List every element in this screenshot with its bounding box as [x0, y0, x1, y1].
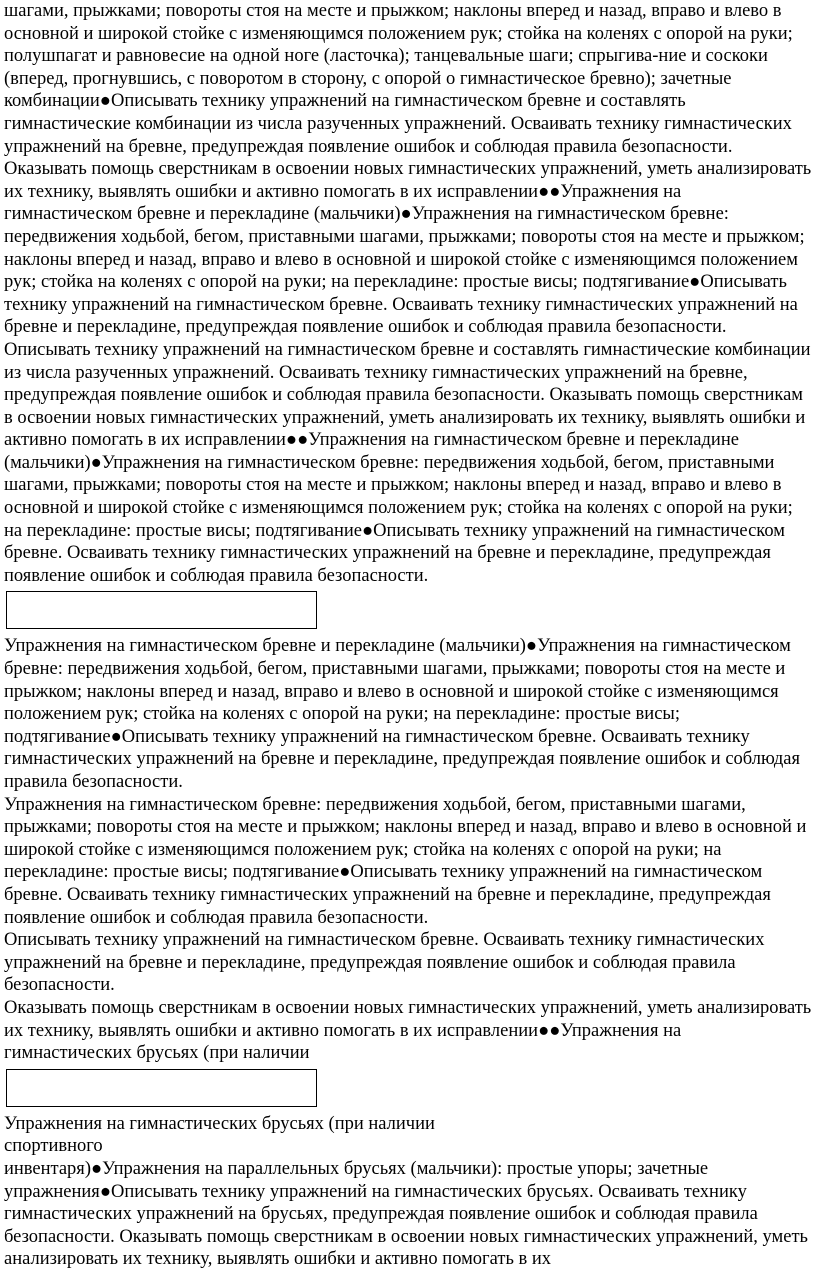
paragraph-4: Упражнения на гимнастическом бревне: передвижения ходьбой, бегом, приставными шагами, прыжками; повороты стоя на месте и прыжком; наклоны вперед и назад, вправо и влево в основной и широкой стойке с изменяющимся положением рук; стойка на коленях с опорой на руки; на перекладине: простые висы; подтягивание●Описывать технику упражнений на гимнастическом бревне. Осваивать технику гимнастических упражнений на бревне и перекладине, предупреждая появление ошибок и соблюдая правила безопасности. [4, 794, 807, 928]
paragraph-5: Описывать технику упражнений на гимнастическом бревне. Осваивать технику гимнастических упражнений на бревне и перекладине, предупреждая появление ошибок и соблюдая правила безопасности. [4, 930, 765, 996]
paragraph-6: Оказывать помощь сверстникам в освоении новых гимнастических упражнений, уметь анализировать их технику, выявлять ошибки и активно помогать в их исправлении●●Упражнения на гимнастических брусьях (при наличии [4, 997, 812, 1064]
empty-table-cell-1 [6, 591, 317, 629]
paragraph-8: спортивного [4, 1136, 103, 1157]
paragraph-2: Описывать технику упражнений на гимнастическом бревне и составлять гимнастические комбинации из числа разученных упражнений. Осваивать технику гимнастических упражнений на бревне, предупреждая появление ошибок и соблюдая правила безопасности. Оказывать помощь сверстникам в освоении новых гимнастических упражнений, уметь анализировать их технику, выявлять ошибки и активно помогать в их исправлении●●Упражнения на гимнастическом бревне и перекладине (мальчики)●Упражнения на гимнастическом бревне: передвижения ходьбой, бегом, приставными шагами, прыжками; повороты стоя на месте и прыжком; наклоны вперед и назад, вправо и влево в основной и широкой стойке с изменяющимся положением рук; стойка на коленях с опорой на руки; на перекладине: простые висы; подтягивание●Описывать технику упражнений на гимнастическом бревне. Осваивать технику гимнастических упражнений на бревне и перекладине, предупреждая появление ошибок и соблюдая правила безопасности. [4, 339, 811, 586]
paragraph-3: Упражнения на гимнастическом бревне и перекладине (мальчики)●Упражнения на гимнастическом бревне: передвижения ходьбой, бегом, приставными шагами, прыжками; повороты стоя на месте и прыжком; наклоны вперед и назад, вправо и влево в основной и широкой стойке с изменяющимся положением рук; стойка на коленях с опорой на руки; на перекладине: простые висы; подтягивание●Описывать технику упражнений на гимнастическом бревне. Осваивать технику гимнастических упражнений на бревне и перекладине, предупреждая появление ошибок и соблюдая правила безопасности. [4, 636, 800, 792]
paragraph-7: Упражнения на гимнастических брусьях (при наличии [4, 1113, 435, 1134]
paragraph-1: шагами, прыжками; повороты стоя на месте и прыжком; наклоны вперед и назад, вправо и влево в основной и широкой стойке с изменяющимся положением рук; стойка на коленях с опорой на руки; полушпагат и равновесие на одной ноге (ласточка); танцевальные шаги; спрыгива-ние и соскоки (вперед, прогнувшись, с поворотом в сторону, с опорой о гимнастическое бревно); зачетные комбинации●Описывать технику упражнений на гимнастическом бревне и составлять гимнастические комбинации из числа разученных упражнений. Осваивать технику гимнастических упражнений на бревне, предупреждая появление ошибок и соблюдая правила безопасности. Оказывать помощь сверстникам в освоении новых гимнастических упражнений, уметь анализировать их технику, выявлять ошибки и активно помогать в их исправлении●●Упражнения на гимнастическом бревне и перекладине (мальчики)●Упражнения на гимнастическом бревне: передвижения ходьбой, бегом, приставными шагами, прыжками; повороты стоя на месте и прыжком; наклоны вперед и назад, вправо и влево в основной и широкой стойке с изменяющимся положением рук; стойка на коленях с опорой на руки; на перекладине: простые висы; подтягивание●Описывать технику упражнений на гимнастическом бревне. Осваивать технику гимнастических упражнений на бревне и перекладине, предупреждая появление ошибок и соблюдая правила безопасности. [4, 1, 812, 338]
paragraph-9: инвентаря)●Упражнения на параллельных брусьях (мальчики): простые упоры; зачетные упражнения●Описывать технику упражнений на гимнастических брусьях. Осваивать технику гимнастических упражнений на брусьях, предупреждая появление ошибок и соблюдая правила безопасности. Оказывать помощь сверстникам в освоении новых гимнастических упражнений, уметь анализировать их технику, выявлять ошибки и активно помогать в их [4, 1158, 808, 1270]
empty-table-cell-2 [6, 1069, 317, 1107]
